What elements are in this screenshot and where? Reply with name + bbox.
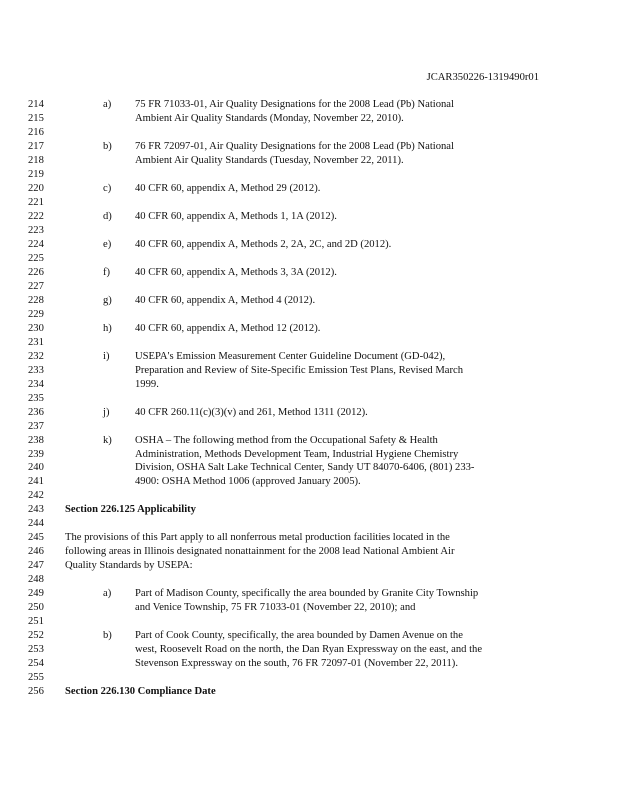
- document-line: [0, 364, 618, 378]
- document-line: [0, 434, 618, 448]
- line-text: 40 CFR 60, appendix A, Methods 1, 1A (2012).: [135, 210, 337, 222]
- line-number: 252: [28, 630, 44, 642]
- line-text: The provisions of this Part apply to all nonferrous metal production facilities located in the: [65, 532, 450, 544]
- document-line: [0, 350, 618, 364]
- line-text: 75 FR 71033-01, Air Quality Designations for the 2008 Lead (Pb) National: [135, 99, 454, 110]
- document-line: [0, 517, 618, 531]
- line-number: 246: [28, 546, 44, 558]
- section-heading: Section 226.130 Compliance Date: [65, 686, 216, 698]
- line-number: 222: [28, 210, 44, 222]
- line-text: 40 CFR 60, appendix A, Methods 2, 2A, 2C, and 2D (2012).: [135, 238, 392, 250]
- document-line: [0, 308, 618, 322]
- line-number: 239: [28, 448, 44, 460]
- line-number: 250: [28, 602, 44, 614]
- document-line: [0, 545, 618, 559]
- line-text: Ambient Air Quality Standards (Monday, November 22, 2010).: [135, 112, 404, 124]
- line-number: 220: [28, 182, 44, 194]
- line-number: 216: [28, 126, 44, 138]
- document-line: [0, 461, 618, 475]
- list-item-label: b): [103, 630, 112, 642]
- section-heading: Section 226.125 Applicability: [65, 504, 196, 516]
- line-text: 40 CFR 60, appendix A, Method 29 (2012).: [135, 182, 321, 194]
- document-line: [0, 140, 618, 154]
- line-number: 217: [28, 140, 44, 152]
- line-number: 243: [28, 504, 44, 516]
- list-item-label: h): [103, 322, 112, 334]
- document-line: [0, 531, 618, 545]
- document-line: [0, 448, 618, 462]
- document-line: [0, 196, 618, 210]
- document-line: [0, 252, 618, 266]
- document-line: [0, 98, 618, 112]
- line-text: Ambient Air Quality Standards (Tuesday, November 22, 2011).: [135, 154, 404, 166]
- list-item-label: f): [103, 266, 111, 278]
- line-number: 251: [28, 616, 44, 628]
- document-line: [0, 378, 618, 392]
- document-line: [0, 420, 618, 434]
- document-line: [0, 294, 618, 308]
- document-line: [0, 266, 618, 280]
- line-number: 228: [28, 294, 44, 306]
- line-number: 249: [28, 588, 44, 600]
- document-line: [0, 671, 618, 685]
- document-line: [0, 489, 618, 503]
- line-number: 242: [28, 490, 44, 502]
- document-line: [0, 154, 618, 168]
- line-number: 253: [28, 644, 44, 656]
- document-id-header: JCAR350226-1319490r01: [426, 72, 539, 83]
- line-number: 245: [28, 532, 44, 544]
- line-number: 229: [28, 308, 44, 320]
- line-number: 241: [28, 476, 44, 488]
- document-line: [0, 112, 618, 126]
- list-item-label: b): [103, 140, 112, 152]
- line-number: 223: [28, 224, 44, 236]
- line-number: 215: [28, 112, 44, 124]
- line-text: 40 CFR 60, appendix A, Methods 3, 3A (2012).: [135, 266, 337, 278]
- document-line: [0, 629, 618, 643]
- line-text: and Venice Township, 75 FR 71033-01 (November 22, 2010); and: [135, 602, 416, 614]
- document-line: [0, 126, 618, 140]
- list-item-label: k): [103, 434, 112, 446]
- line-text: 40 CFR 60, appendix A, Method 4 (2012).: [135, 294, 316, 306]
- document-line: [0, 601, 618, 615]
- document-line: [0, 322, 618, 336]
- line-number: 238: [28, 434, 44, 446]
- line-number: 227: [28, 280, 44, 292]
- list-item-label: e): [103, 238, 112, 250]
- line-number: 256: [28, 686, 44, 698]
- line-number: 235: [28, 392, 44, 404]
- line-number: 232: [28, 350, 44, 362]
- document-line: [0, 475, 618, 489]
- line-text: Administration, Methods Development Team, Industrial Hygiene Chemistry: [135, 448, 459, 460]
- line-text: Division, OSHA Salt Lake Technical Center, Sandy UT 84070-6406, (801) 233-: [135, 462, 475, 474]
- line-text: Quality Standards by USEPA:: [65, 560, 193, 572]
- document-line: [0, 643, 618, 657]
- line-text: OSHA – The following method from the Occupational Safety & Health: [135, 434, 438, 446]
- document-line: [0, 238, 618, 252]
- line-number: 214: [28, 99, 44, 110]
- line-text: Part of Madison County, specifically the area bounded by Granite City Township: [135, 588, 479, 600]
- line-text: 1999.: [135, 378, 159, 390]
- document-line: [0, 392, 618, 406]
- line-text: 4900: OSHA Method 1006 (approved January 2005).: [135, 476, 361, 488]
- line-text: Preparation and Review of Site-Specific Emission Test Plans, Revised March: [135, 364, 463, 376]
- line-text: 40 CFR 60, appendix A, Method 12 (2012).: [135, 322, 321, 334]
- line-number: 225: [28, 252, 44, 264]
- line-number: 226: [28, 266, 44, 278]
- line-number: 218: [28, 154, 44, 166]
- list-item-label: j): [103, 406, 110, 418]
- line-text: USEPA's Emission Measurement Center Guideline Document (GD-042),: [135, 350, 446, 362]
- list-item-label: d): [103, 210, 112, 222]
- line-number: 221: [28, 196, 44, 208]
- list-item-label: i): [103, 350, 110, 362]
- line-number: 230: [28, 322, 44, 334]
- line-number: 231: [28, 336, 44, 348]
- document-line: [0, 657, 618, 671]
- line-text: Part of Cook County, specifically, the area bounded by Damen Avenue on the: [135, 630, 463, 642]
- document-line: [0, 336, 618, 350]
- line-number: 247: [28, 560, 44, 572]
- line-number: 240: [28, 462, 44, 474]
- line-number: 248: [28, 574, 44, 586]
- section-heading-line: [0, 503, 618, 517]
- line-number: 244: [28, 518, 44, 530]
- line-number: 237: [28, 420, 44, 432]
- document-line: [0, 587, 618, 601]
- line-text: 40 CFR 260.11(c)(3)(v) and 261, Method 1311 (2012).: [135, 406, 368, 418]
- list-item-label: a): [103, 99, 112, 110]
- line-number: 219: [28, 168, 44, 180]
- list-item-label: g): [103, 294, 112, 306]
- line-number: 236: [28, 406, 44, 418]
- document-line: [0, 559, 618, 573]
- document-line: [0, 182, 618, 196]
- line-number: 255: [28, 672, 44, 684]
- line-text: west, Roosevelt Road on the north, the Dan Ryan Expressway on the east, and the: [135, 644, 483, 656]
- document-line: [0, 280, 618, 294]
- line-number: 234: [28, 378, 44, 390]
- document-line: [0, 406, 618, 420]
- list-item-label: c): [103, 182, 112, 194]
- line-text: Stevenson Expressway on the south, 76 FR 72097-01 (November 22, 2011).: [135, 658, 458, 670]
- line-number: 224: [28, 238, 44, 250]
- line-text: following areas in Illinois designated nonattainment for the 2008 lead National Ambient Air: [65, 546, 455, 558]
- line-number: 233: [28, 364, 44, 376]
- document-line: [0, 573, 618, 587]
- list-item-label: a): [103, 588, 112, 600]
- section-heading-line: [0, 685, 618, 699]
- line-text: 76 FR 72097-01, Air Quality Designations for the 2008 Lead (Pb) National: [135, 140, 454, 152]
- line-number: 254: [28, 658, 44, 670]
- document-line: [0, 210, 618, 224]
- document-line: [0, 168, 618, 182]
- document-line: [0, 224, 618, 238]
- document-line: [0, 615, 618, 629]
